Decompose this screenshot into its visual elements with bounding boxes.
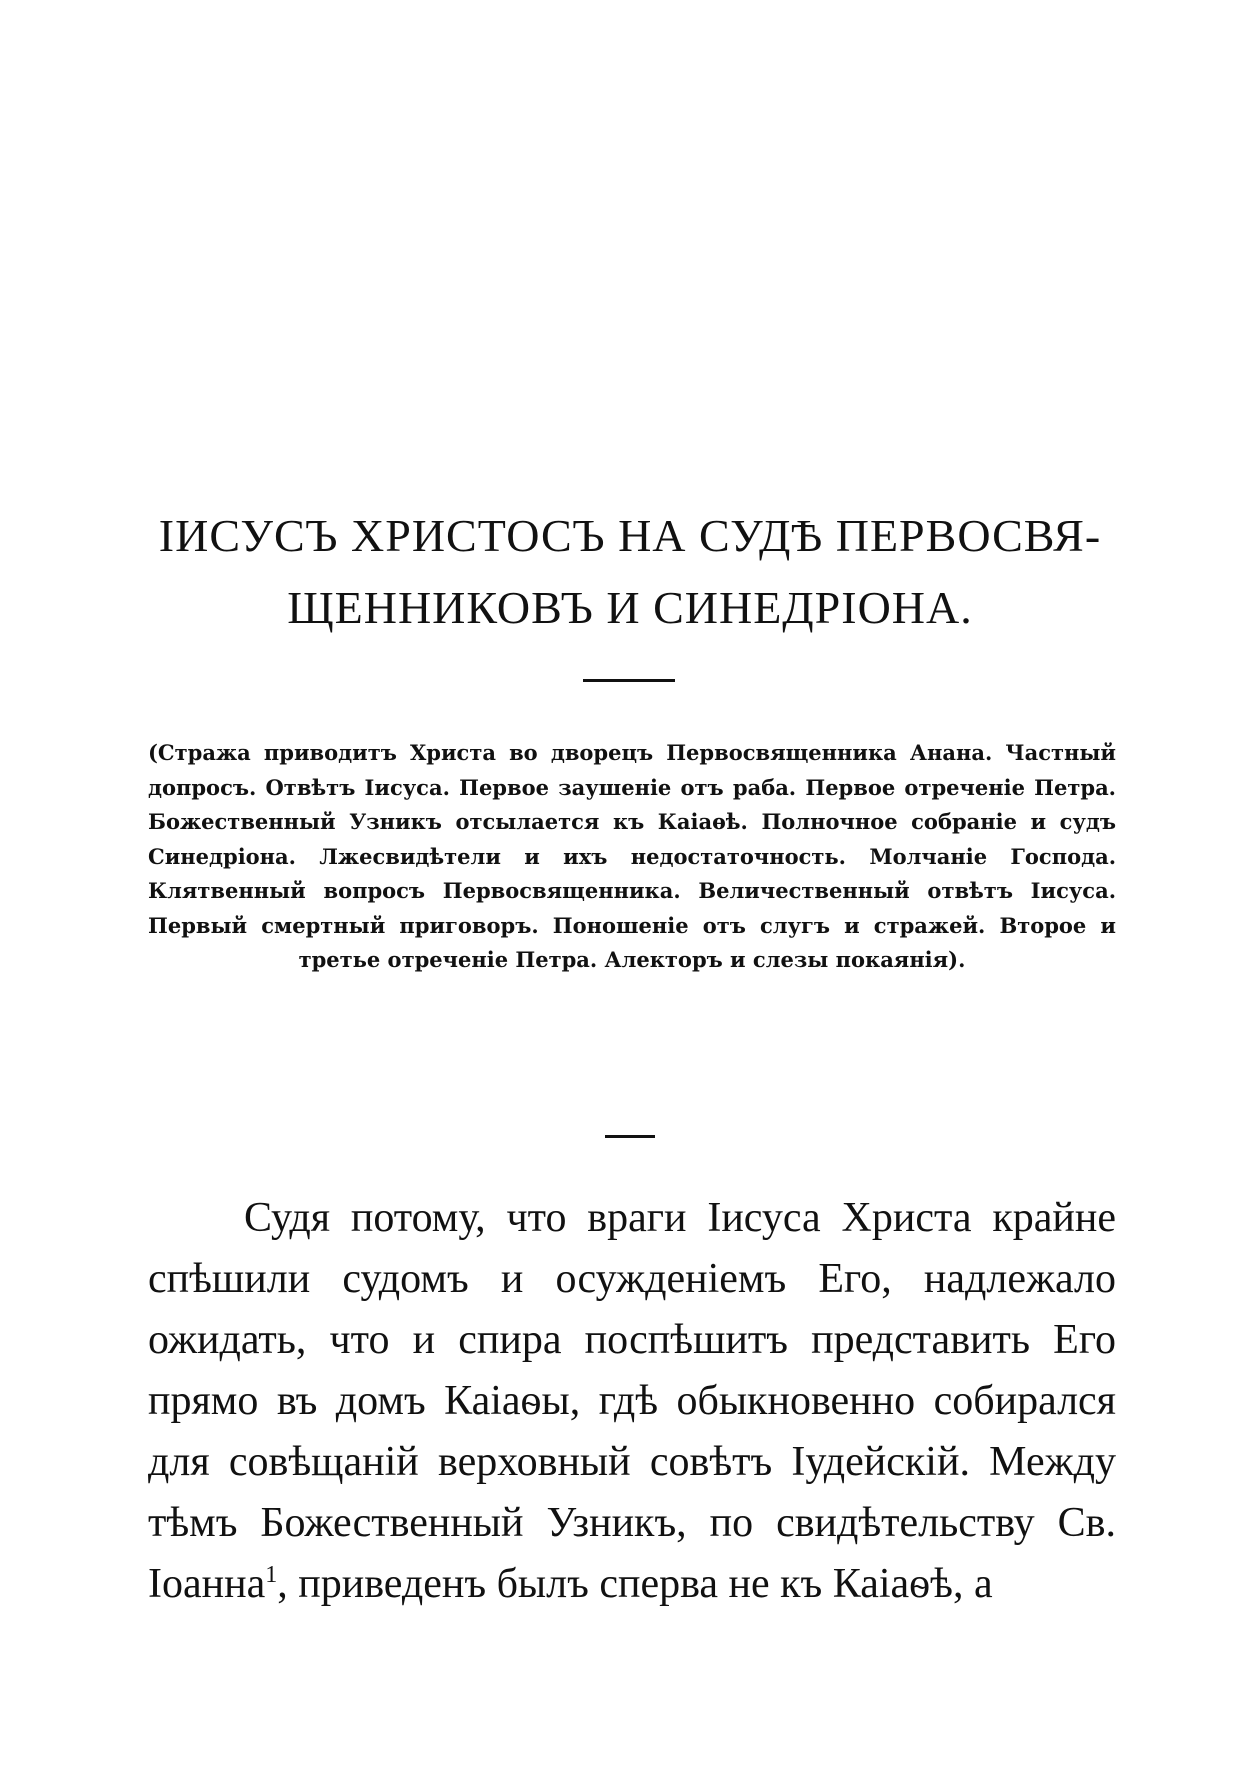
- body-text-start: Судя потому, что враги Іисуса Христа крайне спѣшили судомъ и осужденіемъ Его, надлежало ожидать, что и спира поспѣшитъ представить Его прямо въ домъ Каіаѳы, гдѣ обыкновенно собирался для совѣщаній верховный совѣтъ Іудейскій. Между тѣмъ Божественный Узникъ, по свидѣтельству Св. Іоанна: [148, 1195, 1116, 1607]
- chapter-summary: (Стража приводитъ Христа во дворецъ Первосвященника Анана. Частный допросъ. Отвѣтъ Іисуса. Первое заушеніе отъ раба. Первое отреченіе Петра. Божественный Узникъ отсылается къ Каіаѳѣ. Полночное собраніе и судъ Синедріона. Лжесвидѣтели и ихъ недостаточность. Молчаніе Господа. Клятвенный вопросъ Первосвященника. Величественный отвѣтъ Іисуса. Первый смертный приговоръ. Поношеніе отъ слугъ и стражей. Второе и третье отреченіе Петра. Алекторъ и слезы покаянія).: [148, 740, 1116, 972]
- summary-divider: [605, 1135, 655, 1138]
- body-paragraph: [148, 1188, 1116, 1615]
- chapter-title-line-1: ІИСУСЪ ХРИСТОСЪ НА СУДѢ ПЕРВОСВЯ-: [158, 510, 1102, 561]
- chapter-title-line-2: ЩЕННИКОВЪ И СИНЕДРІОНА.: [287, 582, 973, 633]
- body-text-continued: , приведенъ былъ сперва не къ Каіаѳѣ, а: [277, 1561, 993, 1607]
- chapter-title: [150, 500, 1110, 644]
- footnote-reference: 1: [265, 1562, 278, 1588]
- title-divider: [583, 679, 675, 682]
